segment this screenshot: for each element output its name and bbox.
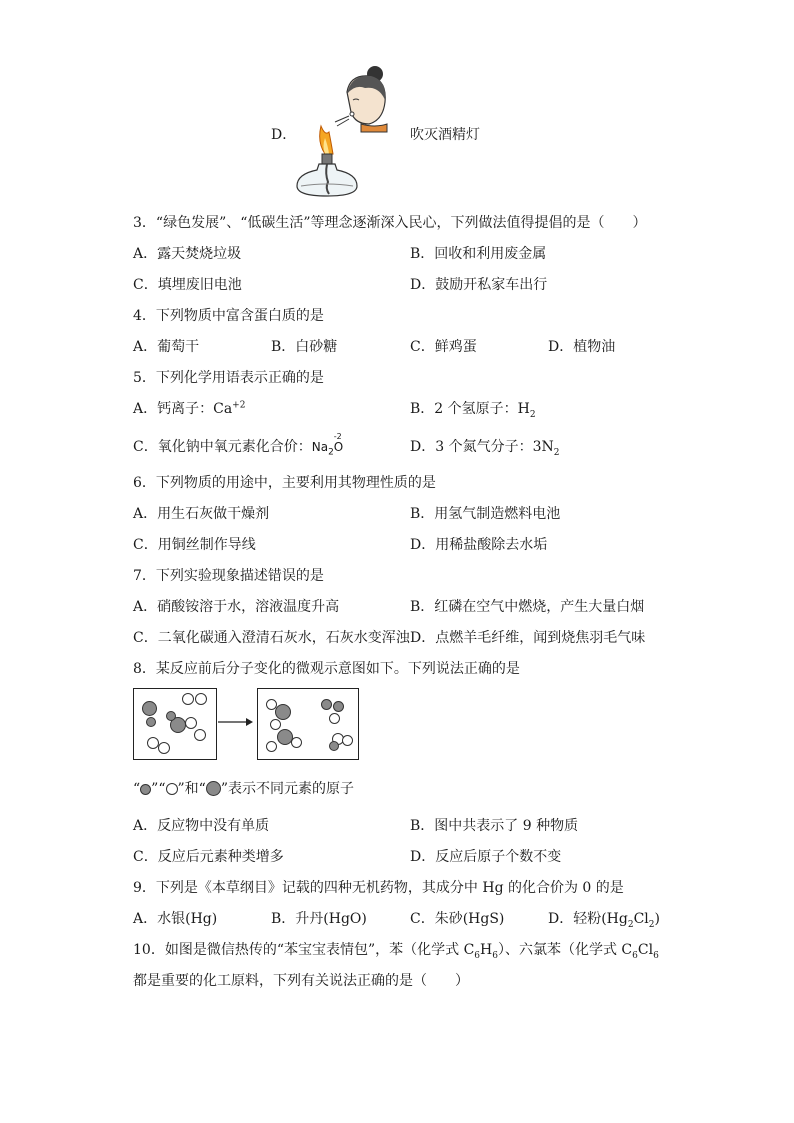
q2-option-d-label: D． <box>271 127 297 143</box>
white-atom-icon <box>166 783 178 795</box>
q5-option-b: B．2 个氢原子：$H_2$ <box>410 401 536 420</box>
small-gray-atom <box>333 701 344 712</box>
white-atom <box>158 742 170 754</box>
q6-stem: 6．下列物质的用途中，主要利用其物理性质的是 <box>133 475 436 491</box>
q3-option-c: C．填埋废旧电池 <box>133 277 242 293</box>
q5-option-d: D．3 个氮气分子：$3N_2$ <box>410 439 560 458</box>
q3-option-a: A．露天焚烧垃圾 <box>133 246 242 262</box>
girl-blowing-lamp-icon <box>295 62 395 202</box>
q9-option-c: C．朱砂(HgS) <box>410 911 505 927</box>
large-gray-atom-icon <box>206 781 221 796</box>
large-gray-atom <box>275 704 291 720</box>
small-gray-atom <box>146 717 156 727</box>
q4-stem: 4．下列物质中富含蛋白质的是 <box>133 308 324 324</box>
products-box <box>257 688 359 760</box>
q8-option-c: C．反应后元素种类增多 <box>133 849 284 865</box>
q7-option-a: A．硝酸铵溶于水，溶液温度升高 <box>133 599 340 615</box>
q10-stem-line2: 都是重要的化工原料，下列有关说法正确的是（ ） <box>133 973 469 989</box>
sodium-oxide-valence-formula: $Na_2O$ -2 <box>312 438 344 456</box>
q3-stem: 3．“绿色发展”、“低碳生活”等理念逐渐深入民心，下列做法值得提倡的是（ ） <box>133 215 647 231</box>
q8-option-a: A．反应物中没有单质 <box>133 818 270 834</box>
q7-option-b: B．红磷在空气中燃烧，产生大量白烟 <box>410 599 645 615</box>
q5-option-a: A．钙离子：$Ca^{+2}$ <box>133 400 246 417</box>
q7-option-c: C．二氧化碳通入澄清石灰水，石灰水变浑浊 <box>133 630 410 646</box>
reactants-box <box>133 688 217 760</box>
q10-stem-line1: 10．如图是微信热传的“苯宝宝表情包”，苯（化学式 $C_6H_6$）、六氯苯（化学式 $C_6Cl_6$ <box>133 942 659 961</box>
q4-option-c: C．鲜鸡蛋 <box>410 339 477 355</box>
white-atom <box>270 719 281 730</box>
small-gray-atom <box>329 741 339 751</box>
q8-legend: “ ”“ ”和“ ”表示不同元素的原子 <box>133 781 354 797</box>
white-atom <box>194 729 206 741</box>
white-atom <box>342 735 353 746</box>
white-atom <box>291 737 302 748</box>
white-atom <box>329 713 340 724</box>
q3-option-d: D．鼓励开私家车出行 <box>410 277 548 293</box>
q6-option-c: C．用铜丝制作导线 <box>133 537 256 553</box>
q9-option-d: D．轻粉$(Hg_2Cl_2)$ <box>548 911 660 930</box>
small-gray-atom-icon <box>140 784 151 795</box>
q2-option-d-text: 吹灭酒精灯 <box>410 127 480 143</box>
valence-mark: -2 <box>333 432 342 441</box>
blow-out-alcohol-lamp-illustration <box>295 62 395 202</box>
q9-option-b: B．升丹(HgO) <box>271 911 367 927</box>
q7-stem: 7．下列实验现象描述错误的是 <box>133 568 324 584</box>
q5-stem: 5．下列化学用语表示正确的是 <box>133 370 324 386</box>
q8-option-d: D．反应后原子个数不变 <box>410 849 562 865</box>
reaction-arrow-icon <box>218 715 254 729</box>
q8-option-b: B．图中共表示了 9 种物质 <box>410 818 579 834</box>
white-atom <box>195 693 207 705</box>
q9-option-a: A．水银(Hg) <box>133 911 218 927</box>
q7-option-d: D．点燃羊毛纤维，闻到烧焦羽毛气味 <box>410 630 646 646</box>
q9-stem: 9．下列是《本草纲目》记载的四种无机药物，其成分中 Hg 的化合价为 0 的是 <box>133 880 624 896</box>
white-atom <box>185 717 197 729</box>
white-atom <box>266 741 277 752</box>
small-gray-atom <box>321 699 332 710</box>
small-gray-atom <box>166 711 176 721</box>
q6-option-a: A．用生石灰做干燥剂 <box>133 506 270 522</box>
q8-stem: 8．某反应前后分子变化的微观示意图如下。下列说法正确的是 <box>133 661 520 677</box>
q4-option-b: B．白砂糖 <box>271 339 338 355</box>
q6-option-d: D．用稀盐酸除去水垢 <box>410 537 548 553</box>
q4-option-a: A．葡萄干 <box>133 339 200 355</box>
large-gray-atom <box>142 701 157 716</box>
q4-option-d: D．植物油 <box>548 339 616 355</box>
white-atom <box>182 693 194 705</box>
q6-option-b: B．用氢气制造燃料电池 <box>410 506 561 522</box>
q5-option-c: C．氧化钠中氧元素化合价：$Na_2O$ -2 <box>133 438 343 456</box>
q3-option-b: B．回收和利用废金属 <box>410 246 547 262</box>
